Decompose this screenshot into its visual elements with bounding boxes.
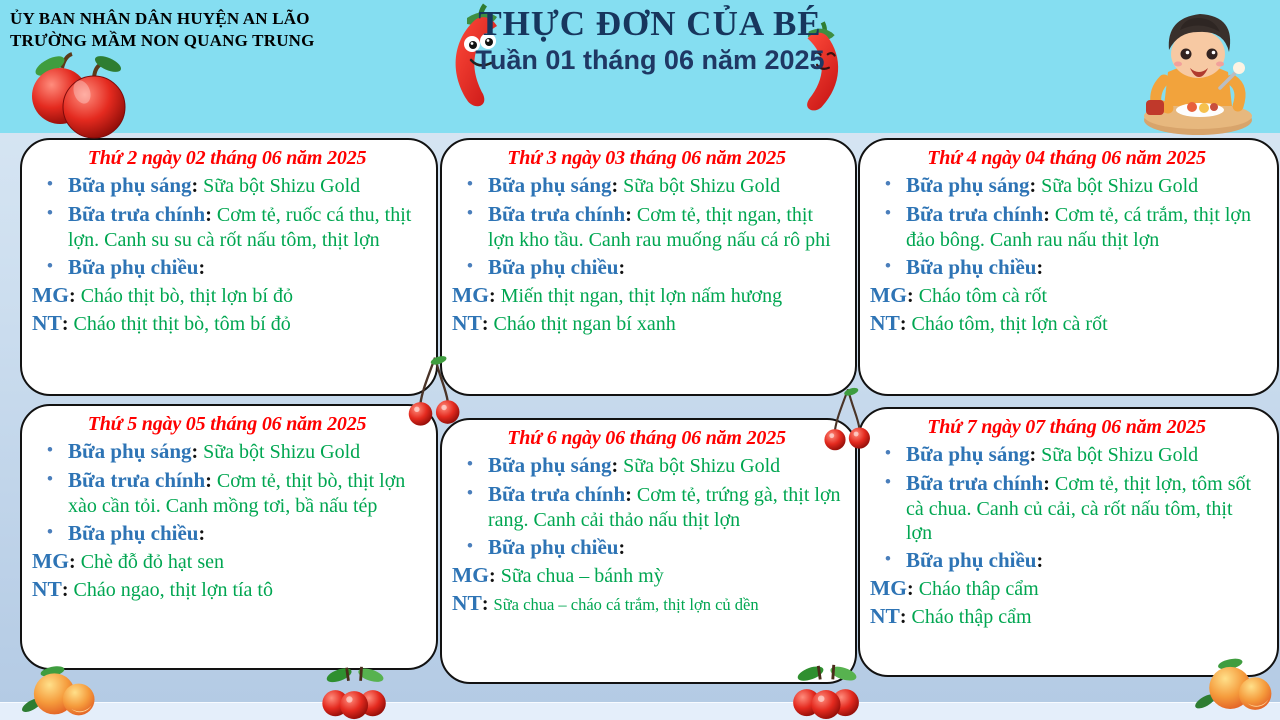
- mg-row: [452, 282, 841, 309]
- organization-line2: TRƯỜNG MẦM NON QUANG TRUNG: [10, 31, 315, 51]
- breakfast-row: [32, 439, 422, 465]
- bullet-icon: •: [884, 472, 892, 493]
- mg-row: [32, 282, 422, 309]
- colon: :: [61, 578, 69, 601]
- header-title-block: [430, 4, 870, 76]
- colon: :: [625, 204, 632, 226]
- meal-label: Bữa trưa chính: [488, 202, 626, 226]
- colon: :: [618, 257, 626, 279]
- meal-value: Sữa bột Shizu Gold: [623, 175, 781, 198]
- menu-card-thu-7: [858, 407, 1279, 677]
- breakfast-row: [32, 173, 422, 199]
- bullet-icon: •: [46, 440, 54, 462]
- colon: :: [1043, 473, 1050, 495]
- day-title: Thứ 5 ngày 05 tháng 06 năm 2025: [87, 413, 367, 435]
- day-title: Thứ 2 ngày 02 tháng 06 năm 2025: [87, 147, 367, 169]
- colon: :: [205, 470, 212, 492]
- meal-label: Bữa phụ sáng: [68, 439, 192, 464]
- meal-label: Bữa trưa chính: [906, 202, 1044, 226]
- mg-label: MG: [870, 576, 908, 600]
- colon: :: [611, 175, 619, 198]
- lunch-row: [870, 471, 1263, 545]
- mg-row: [870, 282, 1263, 309]
- meal-label: Bữa phụ sáng: [906, 442, 1030, 467]
- bullet-icon: •: [46, 256, 54, 277]
- colon: :: [1029, 175, 1037, 198]
- mg-row: [452, 562, 841, 589]
- colon: :: [481, 592, 489, 615]
- colon: :: [481, 312, 489, 335]
- colon: :: [61, 312, 69, 335]
- mg-value: Chè đỗ đỏ hạt sen: [80, 550, 225, 573]
- meal-label: Bữa phụ chiều: [488, 535, 619, 559]
- meal-label: Bữa phụ chiều: [906, 548, 1037, 573]
- bullet-icon: •: [46, 203, 54, 224]
- nt-value: Cháo thịt thịt bò, tôm bí đỏ: [73, 312, 291, 335]
- meal-label: Bữa phụ chiều: [906, 255, 1037, 279]
- cherry-cluster-icon: [788, 662, 866, 720]
- meal-value: Cơm tẻ, ruốc cá thu, thịt lợn. Canh su su cà rốt nấu tôm, thịt lợn: [68, 204, 412, 251]
- colon: :: [198, 523, 206, 545]
- afternoon-row: [870, 548, 1263, 574]
- nt-row: [452, 590, 841, 617]
- mg-row: [870, 575, 1263, 602]
- meal-value: Cơm tẻ, thịt ngan, thịt lợn kho tầu. Canh rau muống nấu cá rô phi: [488, 204, 831, 251]
- afternoon-row: [32, 521, 422, 547]
- cherry-pair-icon: [822, 386, 874, 456]
- nt-label: NT: [870, 310, 900, 335]
- cherry-pair-icon: [406, 352, 464, 434]
- meal-value: Sữa bột Shizu Gold: [623, 455, 781, 478]
- organization-block: [10, 8, 315, 53]
- bullet-icon: •: [884, 203, 892, 224]
- colon: :: [1036, 257, 1044, 279]
- menu-card-thu-2: [20, 138, 438, 396]
- page-title: THỰC ĐƠN CỦA BÉ: [478, 4, 822, 43]
- organization-line1: ỦY BAN NHÂN DÂN HUYỆN AN LÃO: [10, 9, 310, 28]
- nt-row: [452, 310, 841, 337]
- lunch-row: [452, 202, 841, 252]
- bullet-icon: •: [466, 483, 474, 504]
- breakfast-row: [452, 453, 841, 479]
- meal-label: Bữa trưa chính: [68, 468, 206, 492]
- afternoon-row: [870, 255, 1263, 281]
- bullet-icon: •: [466, 536, 474, 557]
- meal-value: Cơm tẻ, cá trắm, thịt lợn đảo bông. Canh rau nấu thịt lợn: [906, 204, 1252, 251]
- bullet-icon: •: [466, 454, 474, 476]
- meal-label: Bữa phụ chiều: [68, 521, 199, 545]
- mg-label: MG: [32, 548, 70, 573]
- meal-label: Bữa phụ sáng: [906, 173, 1030, 198]
- meal-value: Cơm tẻ, trứng gà, thịt lợn rang. Canh cải thảo nấu thịt lợn: [488, 484, 841, 531]
- afternoon-row: [452, 255, 841, 281]
- mg-value: Cháo thịt bò, thịt lợn bí đỏ: [80, 284, 293, 307]
- mg-value: Cháo tôm cà rốt: [918, 284, 1048, 307]
- bullet-icon: •: [884, 174, 892, 196]
- colon: :: [69, 550, 76, 573]
- colon: :: [899, 606, 907, 629]
- meal-label: Bữa phụ chiều: [488, 255, 619, 279]
- bullet-icon: •: [466, 203, 474, 224]
- bullet-icon: •: [46, 469, 54, 490]
- colon: :: [69, 284, 76, 307]
- cherry-cluster-icon: [316, 664, 394, 720]
- lunch-row: [32, 468, 422, 518]
- day-title: Thứ 6 ngày 06 tháng 06 năm 2025: [507, 427, 786, 449]
- bullet-icon: •: [884, 256, 892, 277]
- colon: :: [489, 564, 496, 587]
- meal-value: Sữa bột Shizu Gold: [1041, 175, 1199, 198]
- bullet-icon: •: [884, 549, 892, 571]
- colon: :: [1036, 550, 1044, 573]
- mg-label: MG: [452, 562, 490, 587]
- boy-eating-icon: [1128, 6, 1274, 140]
- nt-row: [32, 310, 422, 337]
- colon: :: [907, 284, 914, 307]
- colon: :: [907, 578, 914, 600]
- nt-label: NT: [32, 310, 62, 335]
- bullet-icon: •: [466, 174, 474, 196]
- nt-label: NT: [452, 310, 482, 335]
- colon: :: [205, 204, 212, 226]
- afternoon-row: [452, 535, 841, 561]
- apples-icon: [22, 50, 136, 140]
- meal-label: Bữa trưa chính: [68, 202, 206, 226]
- mg-value: Cháo thâp cẩm: [918, 578, 1039, 600]
- mg-label: MG: [32, 282, 70, 307]
- nt-value: Sữa chua – cháo cá trắm, thịt lợn củ dền: [493, 594, 759, 614]
- meal-label: Bữa phụ sáng: [488, 453, 612, 478]
- bullet-icon: •: [46, 522, 54, 543]
- bottom-bar: [0, 702, 1280, 720]
- nt-label: NT: [870, 604, 900, 629]
- meal-value: Cơm tẻ, thịt lợn, tôm sốt cà chua. Canh củ cải, cà rốt nấu tôm, thịt lợn: [906, 473, 1252, 544]
- bullet-icon: •: [46, 174, 54, 196]
- page-subtitle: Tuần 01 tháng 06 năm 2025: [475, 45, 825, 76]
- menu-card-thu-3: [440, 138, 857, 396]
- nt-row: [870, 310, 1263, 337]
- breakfast-row: [452, 173, 841, 199]
- mg-label: MG: [870, 282, 908, 307]
- day-title: Thứ 3 ngày 03 tháng 06 năm 2025: [507, 147, 786, 169]
- mg-label: MG: [452, 282, 490, 307]
- afternoon-row: [32, 255, 422, 281]
- mg-row: [32, 548, 422, 575]
- colon: :: [489, 284, 496, 307]
- meal-label: Bữa phụ chiều: [68, 255, 199, 279]
- meal-value: Cơm tẻ, thịt bò, thịt lợn xào cần tỏi. Canh mồng tơi, bầ nấu tép: [68, 470, 406, 517]
- lunch-row: [870, 202, 1263, 252]
- meal-label: Bữa trưa chính: [906, 471, 1044, 495]
- meal-label: Bữa phụ sáng: [488, 173, 612, 198]
- colon: :: [1029, 444, 1037, 467]
- nt-value: Cháo ngao, thịt lợn tía tô: [73, 578, 273, 601]
- peach-icon: [1192, 652, 1280, 720]
- meal-value: Sữa bột Shizu Gold: [203, 441, 361, 464]
- meal-label: Bữa trưa chính: [488, 482, 626, 506]
- nt-value: Cháo tôm, thịt lợn cà rốt: [911, 312, 1108, 335]
- colon: :: [899, 312, 907, 335]
- colon: :: [1043, 204, 1050, 226]
- meal-label: Bữa phụ sáng: [68, 173, 192, 198]
- peach-icon: [14, 664, 106, 720]
- colon: :: [611, 455, 619, 478]
- day-title: Thứ 7 ngày 07 tháng 06 năm 2025: [927, 416, 1206, 438]
- mg-value: Sữa chua – bánh mỳ: [500, 564, 664, 587]
- meal-value: Sữa bột Shizu Gold: [203, 175, 361, 198]
- menu-card-thu-5: [20, 404, 438, 670]
- colon: :: [191, 175, 199, 198]
- bullet-icon: •: [884, 443, 892, 465]
- day-title: Thứ 4 ngày 04 tháng 06 năm 2025: [927, 147, 1206, 169]
- nt-value: Cháo thịt ngan bí xanh: [493, 312, 676, 335]
- menu-card-thu-6: [440, 418, 857, 684]
- nt-value: Cháo thập cẩm: [911, 606, 1032, 629]
- colon: :: [618, 537, 626, 559]
- lunch-row: [452, 482, 841, 532]
- meal-value: Sữa bột Shizu Gold: [1041, 444, 1199, 467]
- colon: :: [198, 257, 206, 279]
- nt-label: NT: [452, 590, 482, 615]
- nt-label: NT: [32, 576, 62, 601]
- menu-card-thu-4: [858, 138, 1279, 396]
- mg-value: Miến thịt ngan, thịt lợn nấm hương: [500, 284, 783, 307]
- breakfast-row: [870, 173, 1263, 199]
- nt-row: [32, 576, 422, 603]
- lunch-row: [32, 202, 422, 252]
- breakfast-row: [870, 442, 1263, 468]
- nt-row: [870, 603, 1263, 630]
- colon: :: [191, 441, 199, 464]
- colon: :: [625, 484, 632, 506]
- bullet-icon: •: [466, 256, 474, 277]
